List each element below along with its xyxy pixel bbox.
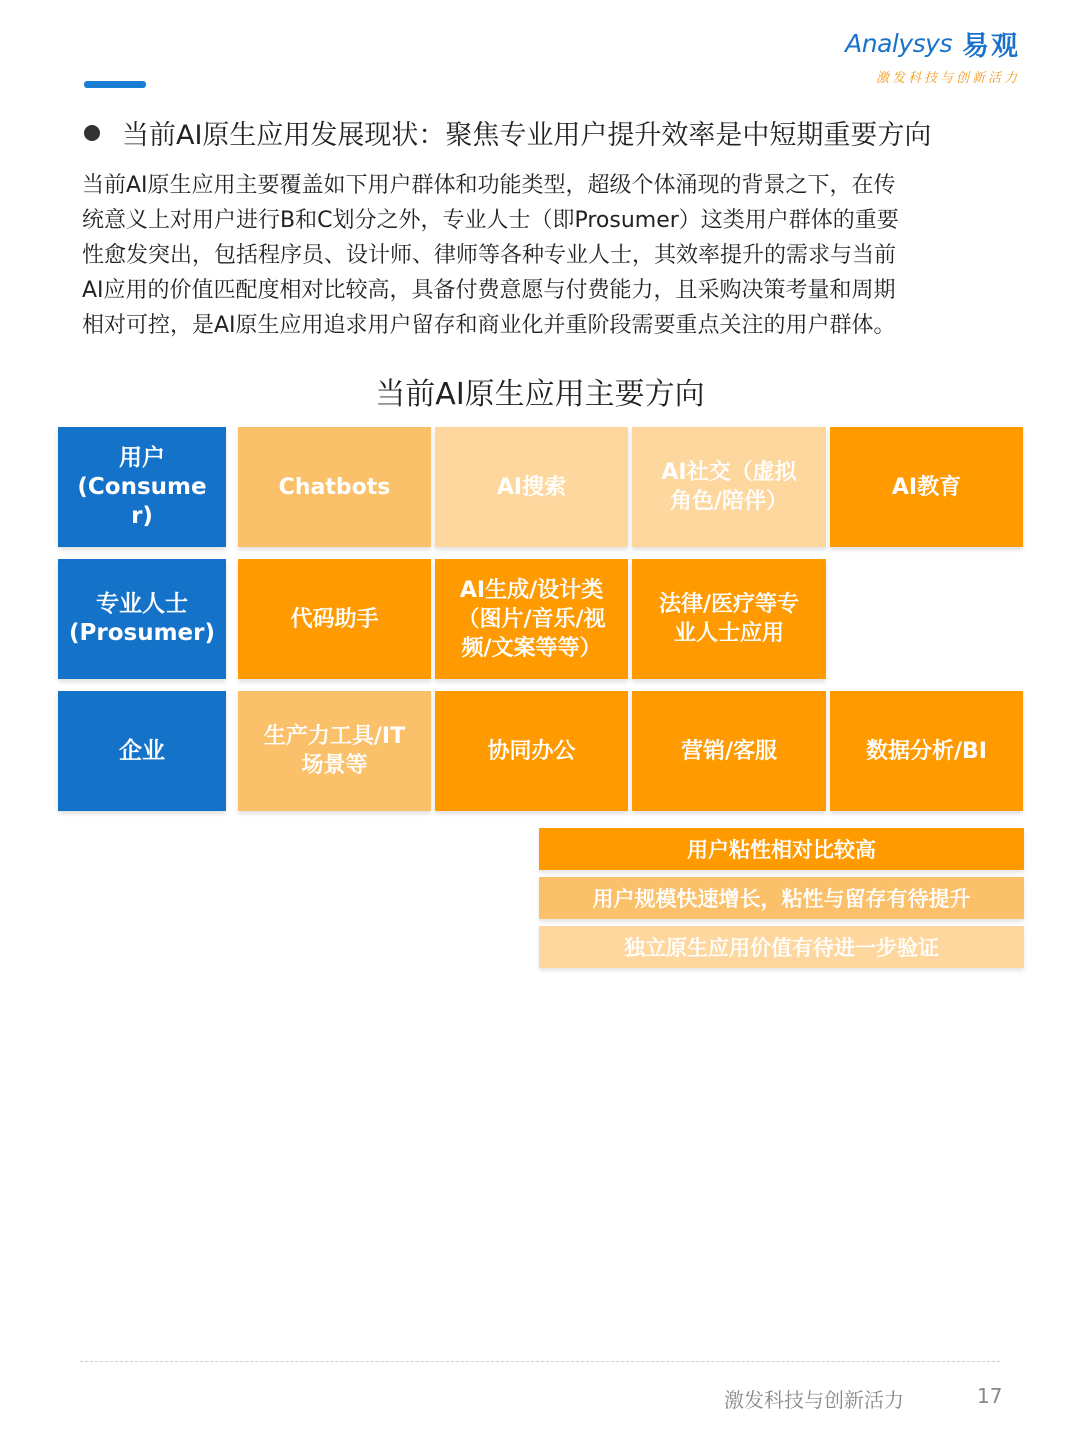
cell-text: 生产力工具/IT 场景等 xyxy=(263,724,406,778)
body-paragraph xyxy=(82,168,982,343)
matrix-cell-data-analytics xyxy=(830,691,1023,811)
row-label-text: 企业 xyxy=(119,737,165,764)
matrix-cell-chatbots xyxy=(238,427,431,547)
bullet-dot-icon xyxy=(84,125,100,141)
cell-text: 数据分析/BI xyxy=(866,738,987,764)
matrix-cell-marketing-service xyxy=(632,691,826,811)
row-label-enterprise xyxy=(58,691,226,811)
cell-text: 代码助手 xyxy=(290,606,379,632)
matrix-cell-ai-social xyxy=(632,427,826,547)
row-label-prosumer xyxy=(58,559,226,679)
cell-text: 协同办公 xyxy=(487,738,576,764)
matrix-cell-collaboration xyxy=(435,691,628,811)
row-label-text: 专业人士 (Prosumer) xyxy=(69,591,215,646)
paragraph-line: 相对可控，是AI原生应用追求用户留存和商业化并重阶段需要重点关注的用户群体。 xyxy=(82,313,896,338)
matrix-cell-productivity-tools xyxy=(238,691,431,811)
heading-accent-bar xyxy=(84,81,146,88)
cell-text: AI搜索 xyxy=(496,474,567,500)
legend-label: 用户粘性相对比较高 xyxy=(687,838,876,862)
matrix-cell-ai-education xyxy=(830,427,1023,547)
matrix-cell-ai-search xyxy=(435,427,628,547)
cell-text: 营销/客服 xyxy=(680,738,778,764)
logo-wordmark: Analysys xyxy=(845,29,952,58)
paragraph-line: 当前AI原生应用主要覆盖如下用户群体和功能类型，超级个体涌现的背景之下，在传 xyxy=(82,173,896,198)
matrix-cell-ai-generation xyxy=(435,559,628,679)
cell-text: 法律/医疗等专 业人士应用 xyxy=(658,592,800,646)
logo-chinese-name: 易观 xyxy=(962,31,1020,62)
matrix-cell-code-assistant xyxy=(238,559,431,679)
paragraph-line: AI应用的价值匹配度相对比较高，具备付费意愿与付费能力，且采购决策考量和周期 xyxy=(82,278,896,303)
heading-text: 当前AI原生应用发展现状：聚焦专业用户提升效率是中短期重要方向 xyxy=(122,120,932,151)
cell-text: Chatbots xyxy=(278,474,391,500)
cell-text: AI生成/设计类 （图片/音乐/视 频/文案等等） xyxy=(457,577,606,661)
page-number: 17 xyxy=(977,1384,1003,1408)
section-heading xyxy=(84,113,1024,152)
paragraph-line: 性愈发突出，包括程序员、设计师、律师等各种专业人士，其效率提升的需求与当前 xyxy=(82,243,897,268)
legend-item-fast-growth xyxy=(539,877,1024,919)
cell-text: AI教育 xyxy=(891,474,962,500)
row-label-text: 用户 (Consume r) xyxy=(77,444,207,529)
matrix-cell-professional-apps xyxy=(632,559,826,679)
cell-text: AI社交（虚拟 角色/陪伴） xyxy=(661,460,797,514)
legend-label: 用户规模快速增长，粘性与留存有待提升 xyxy=(592,887,971,911)
legend-item-high-stickiness xyxy=(539,828,1024,870)
matrix-title: 当前AI原生应用主要方向 xyxy=(375,377,705,412)
footer-tagline: 激发科技与创新活力 xyxy=(724,1388,904,1412)
legend-item-value-unverified xyxy=(539,926,1024,968)
paragraph-line: 统意义上对用户进行B和C划分之外，专业人士（即Prosumer）这类用户群体的重要 xyxy=(82,208,899,233)
brand-logo xyxy=(845,24,1020,86)
logo-tagline: 激发科技与创新活力 xyxy=(875,71,1020,86)
row-label-consumer xyxy=(58,427,226,547)
footer-divider xyxy=(80,1361,1000,1362)
legend-label: 独立原生应用价值有待进一步验证 xyxy=(624,936,939,960)
